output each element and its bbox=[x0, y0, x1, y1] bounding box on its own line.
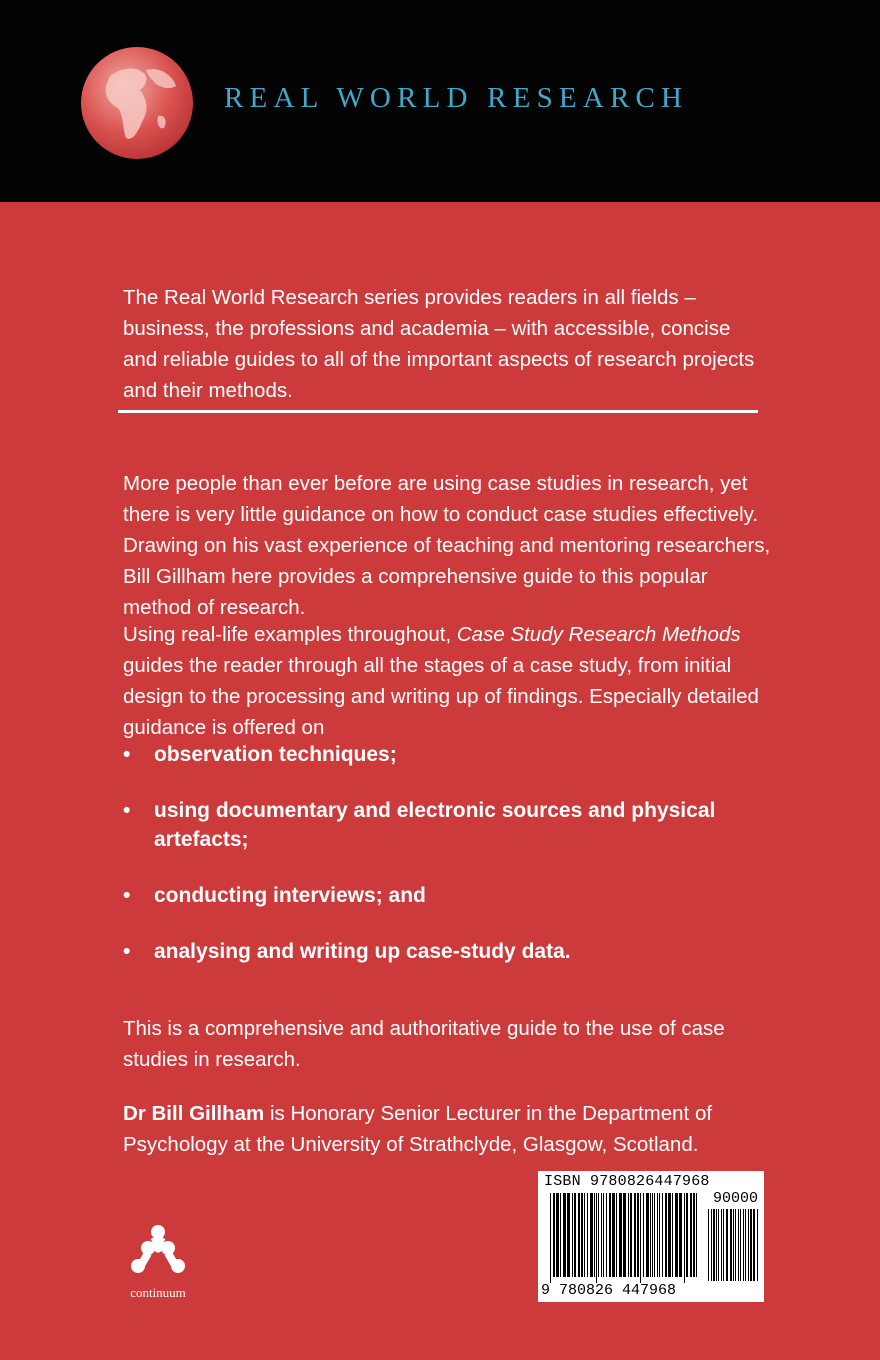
list-item-text: conducting interviews; and bbox=[154, 884, 426, 907]
barcode-bar bbox=[634, 1193, 636, 1277]
author-name: Dr Bill Gillham bbox=[123, 1101, 265, 1125]
barcode-bar bbox=[730, 1209, 732, 1281]
barcode-bar bbox=[718, 1209, 719, 1281]
barcode-bar bbox=[675, 1193, 678, 1277]
barcode-bar bbox=[753, 1209, 755, 1281]
barcode-bar bbox=[750, 1209, 752, 1281]
barcode-bar bbox=[630, 1193, 632, 1277]
barcode-bar bbox=[657, 1193, 658, 1277]
barcode-bar bbox=[560, 1193, 561, 1277]
author-bio bbox=[123, 1098, 773, 1160]
barcode-bar bbox=[601, 1193, 602, 1277]
barcode-bar bbox=[723, 1209, 724, 1281]
description-paragraph-3: This is a comprehensive and authoritative guide to the use of case studies in research. bbox=[123, 1016, 725, 1071]
divider bbox=[118, 410, 758, 413]
price-code: 90000 bbox=[712, 1190, 758, 1207]
barcode-bar bbox=[594, 1193, 595, 1277]
barcode-bar bbox=[757, 1209, 758, 1281]
bullet-icon: • bbox=[123, 743, 131, 766]
topics-list bbox=[123, 740, 763, 993]
barcode-bar bbox=[563, 1193, 566, 1277]
barcode-bar bbox=[628, 1193, 629, 1277]
barcode-bar bbox=[662, 1193, 663, 1277]
globe-icon bbox=[80, 46, 194, 160]
header-band bbox=[0, 0, 880, 202]
description-paragraph-1: More people than ever before are using case studies in research, yet there is very little guidance on how to conduct case studies effectively. Drawing on his vast experience of teaching and mentoring researchers, Bill Gillham here provides a comprehensive guide to this popular method of research. bbox=[123, 471, 771, 619]
barcode-bar bbox=[713, 1209, 715, 1281]
barcode-bar bbox=[584, 1193, 585, 1277]
barcode-bar bbox=[646, 1193, 649, 1277]
barcode-bar bbox=[567, 1193, 570, 1277]
book-title: Case Study Research Methods bbox=[456, 622, 741, 646]
barcode-bar bbox=[650, 1193, 651, 1277]
series-title: REAL WORLD RESEARCH bbox=[224, 82, 689, 114]
barcode-bar bbox=[643, 1193, 644, 1277]
barcode-bar bbox=[679, 1193, 682, 1277]
barcode-bar bbox=[652, 1193, 653, 1277]
barcode-bar bbox=[665, 1193, 667, 1277]
list-item-text: observation techniques; bbox=[154, 743, 397, 766]
ean-digits: 9 780826 447968 bbox=[541, 1282, 677, 1299]
barcode-bar bbox=[603, 1193, 604, 1277]
barcode-bar bbox=[740, 1209, 741, 1281]
barcode bbox=[538, 1171, 764, 1302]
barcode-bar bbox=[659, 1193, 660, 1277]
publisher-name: continuum bbox=[130, 1285, 186, 1300]
barcode-bar bbox=[578, 1193, 580, 1277]
barcode-bar bbox=[693, 1193, 695, 1277]
barcode-bar bbox=[686, 1193, 688, 1277]
barcode-bar bbox=[672, 1193, 673, 1277]
barcode-bar bbox=[587, 1193, 588, 1277]
intro-text: The Real World Research series provides readers in all fields – business, the professions and academia – with accessible, concise and reliable guides to all of the important aspects of research projects and their methods. bbox=[123, 286, 755, 402]
description-paragraph-2 bbox=[123, 619, 773, 743]
barcode-bar bbox=[640, 1193, 641, 1283]
barcode-bar bbox=[738, 1209, 739, 1281]
barcode-bar bbox=[550, 1193, 551, 1283]
intro-paragraph bbox=[123, 282, 763, 406]
bullet-icon: • bbox=[123, 799, 131, 822]
paragraph-2-prefix: Using real-life examples throughout, bbox=[123, 622, 457, 646]
continuum-logo-icon bbox=[124, 1222, 192, 1282]
list-item bbox=[123, 796, 763, 854]
barcode-bar bbox=[726, 1209, 728, 1281]
paragraph-2-suffix: guides the reader through all the stages of a case study, from initial design to the processing and writing up of findings. Especially detailed guidance is offered on bbox=[123, 653, 759, 739]
barcode-bar bbox=[690, 1193, 692, 1277]
barcode-bar bbox=[574, 1193, 576, 1277]
barcode-bar bbox=[748, 1209, 749, 1281]
barcode-bar bbox=[606, 1193, 607, 1277]
barcode-bar bbox=[708, 1209, 709, 1281]
barcode-bar bbox=[590, 1193, 593, 1277]
barcode-bar bbox=[623, 1193, 626, 1277]
isbn-label: ISBN 9780826447968 bbox=[544, 1173, 710, 1190]
bullet-icon: • bbox=[123, 884, 131, 907]
barcode-bar bbox=[684, 1193, 685, 1283]
barcode-bar bbox=[668, 1193, 671, 1277]
barcode-bar bbox=[711, 1209, 712, 1281]
barcode-bar bbox=[696, 1193, 697, 1277]
barcode-bar bbox=[553, 1193, 555, 1277]
barcode-bar bbox=[733, 1209, 734, 1281]
barcode-bar bbox=[596, 1193, 597, 1283]
barcode-bar bbox=[581, 1193, 583, 1277]
list-item bbox=[123, 740, 763, 769]
barcode-bar bbox=[556, 1193, 559, 1277]
bullet-icon: • bbox=[123, 940, 131, 963]
barcode-bar bbox=[637, 1193, 639, 1277]
barcode-bar bbox=[619, 1193, 622, 1277]
barcode-bar bbox=[598, 1193, 599, 1277]
barcode-bar bbox=[735, 1209, 736, 1281]
barcode-bar bbox=[616, 1193, 617, 1277]
list-item-text: analysing and writing up case-study data. bbox=[154, 940, 571, 963]
author-bio-text: is Honorary Senior Lecturer in the Department of Psychology at the University of Strathclyde, Glasgow, Scotland. bbox=[123, 1101, 713, 1156]
list-item-text: using documentary and electronic sources and physical artefacts; bbox=[154, 799, 716, 851]
barcode-bar bbox=[716, 1209, 717, 1281]
barcode-bar bbox=[654, 1193, 655, 1277]
barcode-bar bbox=[612, 1193, 615, 1277]
barcode-bar bbox=[743, 1209, 744, 1281]
barcode-bar bbox=[745, 1209, 746, 1281]
list-item bbox=[123, 937, 763, 966]
barcode-bar bbox=[572, 1193, 573, 1277]
barcode-bar bbox=[609, 1193, 611, 1277]
barcode-bar bbox=[721, 1209, 722, 1281]
list-item bbox=[123, 881, 763, 910]
